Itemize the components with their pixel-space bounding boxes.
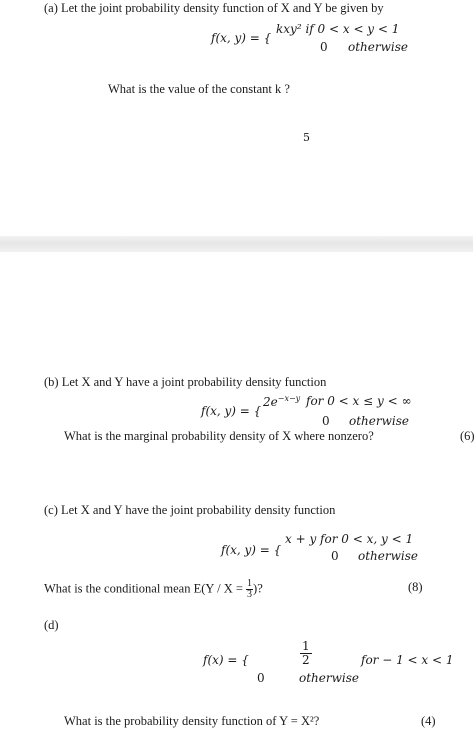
part-a-answer: 5	[303, 131, 310, 144]
part-c-case-2-value: 0	[331, 549, 339, 563]
part-c-question-prefix: What is the conditional mean E(Y / X =	[44, 581, 243, 596]
part-b-case-1-exponent: −x−y	[277, 394, 301, 403]
part-a-case-1: kxy² if 0 < x < y < 1	[276, 22, 400, 36]
part-b-question: What is the marginal probability density of X where nonzero?	[64, 429, 374, 443]
part-c-intro: (c) Let X and Y have the joint probability density function	[44, 503, 336, 517]
part-c-marks: (8)	[408, 580, 423, 594]
part-d-marks: (4)	[421, 714, 436, 728]
part-c-fraction	[246, 579, 253, 600]
part-c-case-1: x + y for 0 < x, y < 1	[285, 532, 414, 546]
part-b-intro: (b) Let X and Y have a joint probability density function	[44, 375, 327, 389]
part-c-question	[44, 579, 263, 600]
part-d-question: What is the probability density function of Y = X²?	[64, 714, 320, 728]
part-d-label: (d)	[44, 618, 59, 632]
part-d-function-label: f(x) = {	[203, 653, 249, 667]
part-d-fraction-numerator: 1	[302, 639, 310, 653]
part-c-case-2-condition: otherwise	[358, 549, 418, 563]
part-d-case-2-value: 0	[257, 671, 265, 685]
page-separator	[0, 236, 473, 252]
part-b-marks: (6)	[460, 429, 475, 443]
part-a-question: What is the value of the constant k ?	[108, 82, 290, 96]
part-b-case-1-value	[263, 394, 300, 409]
part-b-case-2-value: 0	[322, 414, 330, 428]
part-d-fraction-denominator: 2	[302, 653, 310, 667]
part-a-function-label: f(x, y) = {	[211, 31, 272, 45]
part-c-fraction-numerator: 1	[247, 578, 253, 589]
part-b-case-1-condition: for 0 < x ≤ y < ∞	[306, 394, 412, 408]
part-a-case-2-condition: otherwise	[348, 40, 408, 54]
part-a-case-2-value: 0	[320, 40, 328, 54]
part-b-case-1-base: 2e	[263, 395, 278, 409]
part-c-question-suffix: )?	[253, 581, 263, 596]
part-d-case-1-condition: for − 1 < x < 1	[361, 653, 454, 667]
part-b-case-2-condition: otherwise	[349, 414, 409, 428]
part-c-function-label: f(x, y) = {	[221, 543, 282, 557]
part-c-fraction-denominator: 3	[247, 589, 253, 600]
part-d-case-1-fraction	[300, 637, 312, 667]
part-a-intro: (a) Let the joint probability density function of X and Y be given by	[44, 1, 384, 15]
part-b-function-label: f(x, y) = {	[201, 404, 262, 418]
part-d-case-2-condition: otherwise	[299, 671, 359, 685]
